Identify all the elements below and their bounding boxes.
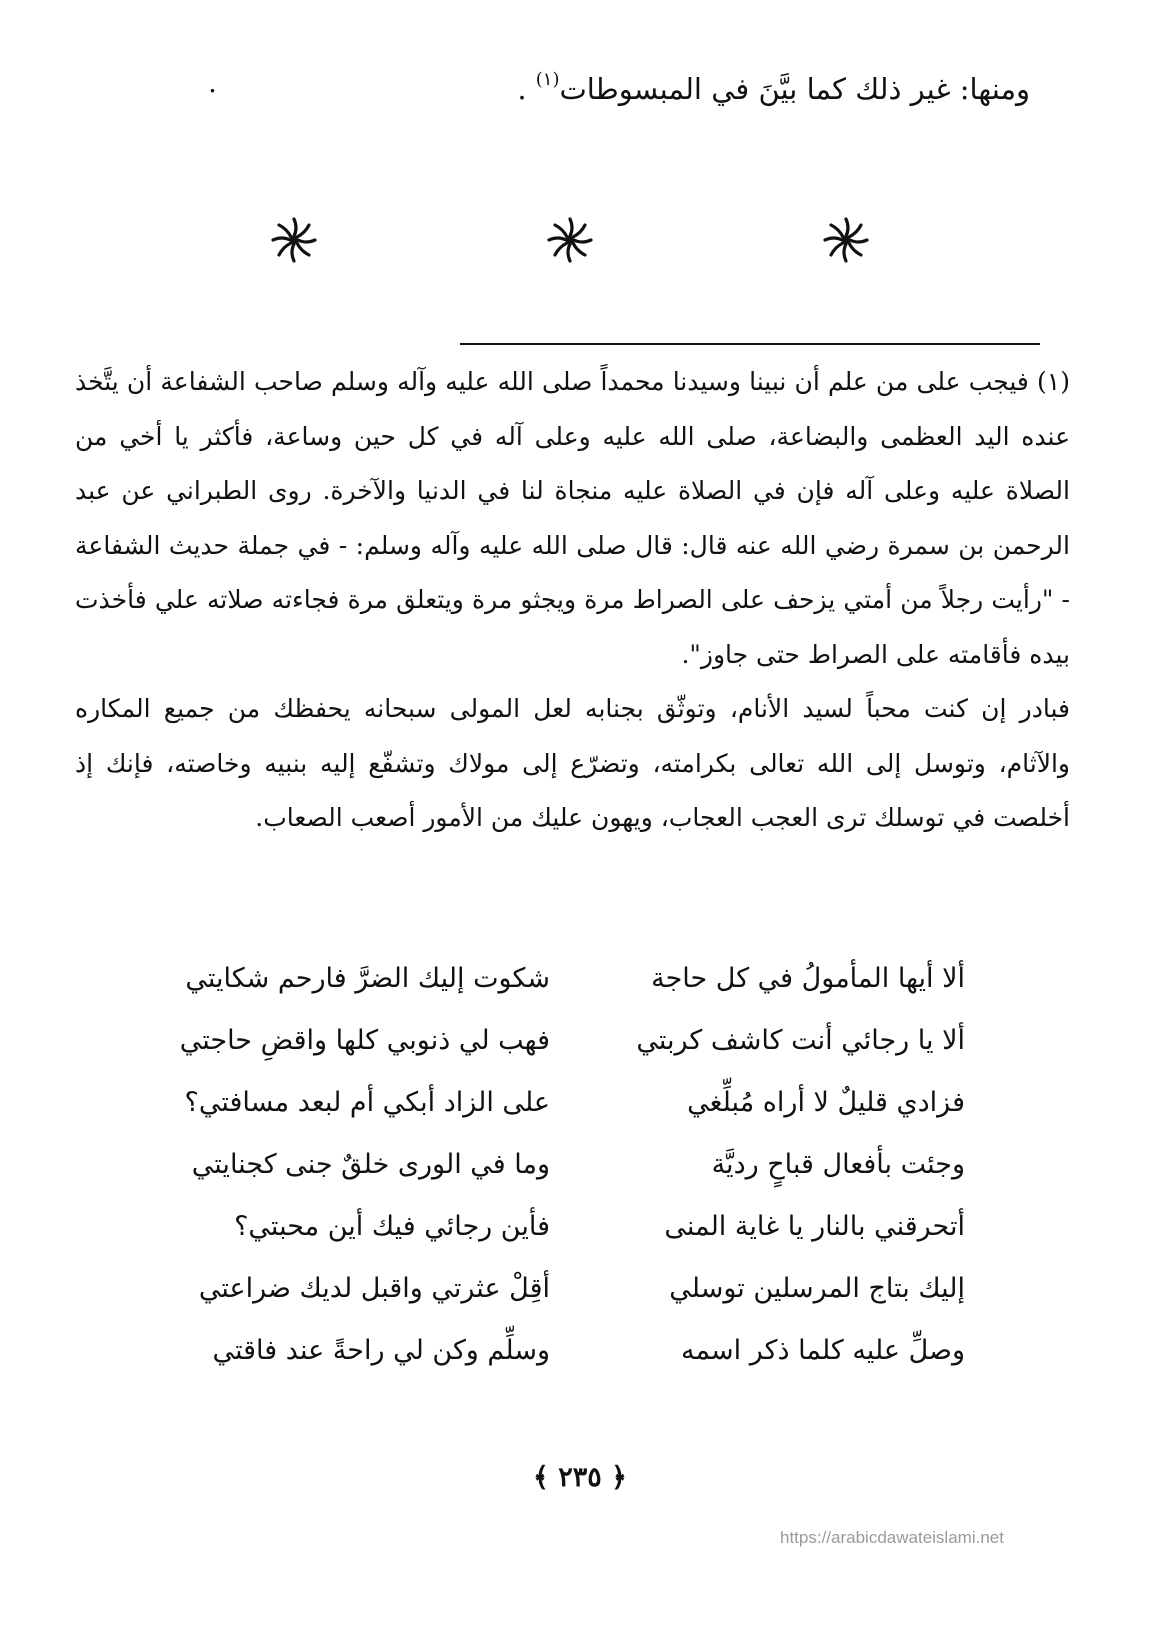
verse-second-hemistich: أقِلْ عثرتي واقبل لديك ضراعتي xyxy=(198,1273,550,1304)
verse-first-hemistich: إليك بتاج المرسلين توسلي xyxy=(669,1273,965,1304)
section-divider-ornaments xyxy=(270,210,870,270)
footnote-separator xyxy=(460,343,1040,345)
verse-second-hemistich: شكوت إليك الضرَّ فارحم شكايتي xyxy=(185,963,550,994)
verse-second-hemistich: فأين رجائي فيك أين محبتي؟ xyxy=(234,1211,550,1242)
footnote-reference: (١) xyxy=(535,69,560,90)
verse-second-hemistich: وما في الورى خلقٌ جنى كجنايتي xyxy=(191,1149,550,1180)
poem-verse xyxy=(165,1138,965,1200)
footnote-paragraph: (١) فيجب على من علم أن نبينا وسيدنا محمداً صلى الله عليه وآله وسلم صاحب الشفاعة أن يتَّخذ عنده اليد العظمى والبضاعة، صلى الله عليه وعلى آله في كل حين وساعة، فأكثر يا أخي من الصلاة عليه وعلى آله فإن في الصلاة عليه منجاة لنا في الدنيا والآخرة. روى الطبراني عن عبد الرحمن بن سمرة رضي الله عنه قال: قال صلى الله عليه وآله وسلم: - في جملة حديث الشفاعة - "رأيت رجلاً من أمتي يزحف على الصراط مرة ويجثو مرة ويتعلق مرة فجاءته صلاته علي فأخذت بيده فأقامته على الصراط حتى جاوز". xyxy=(75,367,1070,669)
poem-verse xyxy=(165,1262,965,1324)
verse-first-hemistich: وجئت بأفعال قباحٍ رديَّة xyxy=(711,1149,965,1180)
verse-second-hemistich: على الزاد أبكي أم لبعد مسافتي؟ xyxy=(184,1087,550,1118)
poem xyxy=(165,952,965,1386)
verse-first-hemistich: ألا يا رجائي أنت كاشف كربتي xyxy=(636,1025,965,1056)
footnote-paragraph: فبادر إن كنت محباً لسيد الأنام، وتوثّق بجنابه لعل المولى سبحانه يحفظك من جميع المكاره والآثام، وتوسل إلى الله تعالى بكرامته، وتضرّع إلى مولاك وتشفّع إليه بنبيه وخاصته، فإنك إذ أخلصت في توسلك ترى العجب العجاب، ويهون عليك من الأمور أصعب الصعاب. xyxy=(75,694,1070,832)
top-line xyxy=(130,58,1030,111)
star-ornament-icon xyxy=(270,216,318,264)
top-line-text: ومنها: غير ذلك كما بيَّنَ في المبسوطات xyxy=(559,72,1030,106)
stray-mark: . xyxy=(208,66,217,99)
verse-first-hemistich: وصلِّ عليه كلما ذكر اسمه xyxy=(680,1335,965,1366)
page-number: ﴿ ٢٣٥ ﴾ xyxy=(533,1462,627,1493)
poem-verse xyxy=(165,1076,965,1138)
star-ornament-icon xyxy=(546,216,594,264)
watermark-url: https://arabicdawateislami.net xyxy=(780,1528,1004,1547)
verse-first-hemistich: فزادي قليلٌ لا أراه مُبلِّغي xyxy=(687,1087,965,1118)
poem-verse xyxy=(165,1324,965,1386)
top-line-end-mark: . xyxy=(517,72,527,106)
star-ornament-icon xyxy=(822,216,870,264)
verse-first-hemistich: ألا أيها المأمولُ في كل حاجة xyxy=(651,963,965,994)
poem-verse xyxy=(165,1014,965,1076)
verse-second-hemistich: وسلِّم وكن لي راحةً عند فاقتي xyxy=(212,1335,550,1366)
poem-verse xyxy=(165,1200,965,1262)
verse-second-hemistich: فهب لي ذنوبي كلها واقضِ حاجتي xyxy=(179,1025,550,1056)
poem-verse xyxy=(165,952,965,1014)
verse-first-hemistich: أتحرقني بالنار يا غاية المنى xyxy=(664,1211,965,1242)
footnote xyxy=(75,355,1070,846)
